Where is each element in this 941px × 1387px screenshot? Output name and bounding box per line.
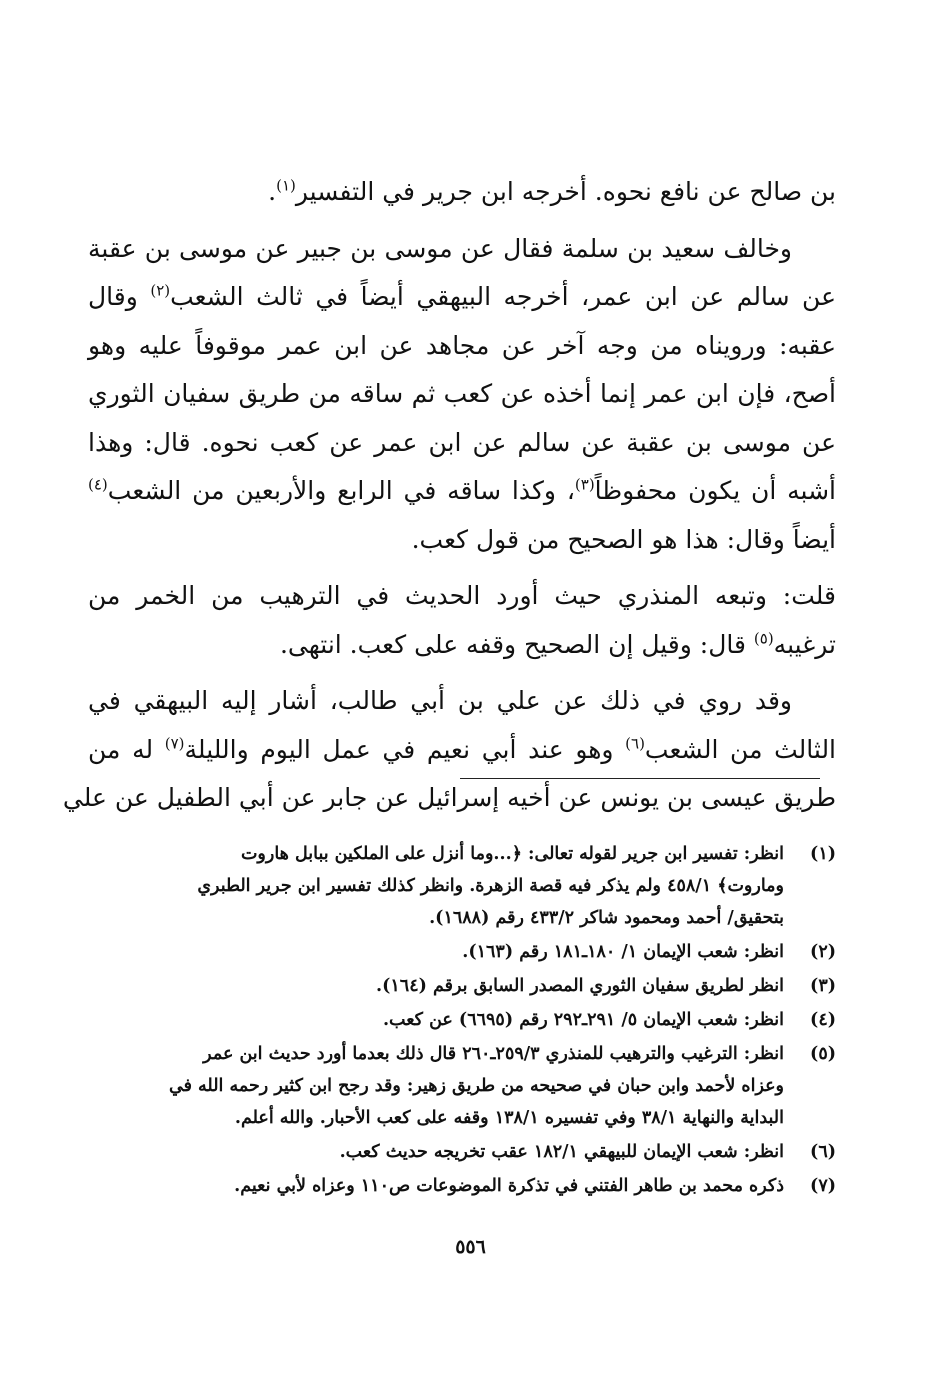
text-line: أشبه أن يكون محفوظاً$^{(٣)}$، وكذا ساقه في الرابع والأربعين من الشعب$^{(٤)}$ <box>88 475 836 505</box>
footnote-ref[interactable]: (٧) <box>164 734 185 753</box>
paragraph-2 <box>88 225 836 565</box>
paragraph-3 <box>88 572 836 669</box>
text-line: أيضاً وقال: هذا هو الصحيح من قول كعب. <box>411 524 836 554</box>
footnote-ref[interactable]: (٤) <box>88 475 108 494</box>
footnote-ref[interactable]: (٥) <box>753 629 774 648</box>
footnote-7 <box>88 1170 840 1202</box>
footnote-line: ذكره محمد بن طاهر الفتني في تذكرة الموضوعات ص١١٠ وعزاه لأبي نعيم. <box>234 1176 784 1196</box>
footnote-separator <box>460 778 820 779</box>
text-line: قلت: وتبعه المنذري حيث أورد الحديث في الترهيب من الخمر من <box>88 581 836 610</box>
footnote-line: انظر: الترغيب والترهيب للمنذري ٢٥٩/٣ـ٢٦٠ قال ذلك بعدما أورد حديث ابن عمر <box>203 1044 784 1064</box>
footnote-line: انظر: شعب الإيمان ٥/ ٢٩١ـ٢٩٢ رقم (٦٦٩٥) عن كعب. <box>382 1010 784 1030</box>
footnote-6 <box>88 1136 840 1168</box>
footnote-number: (٦) <box>810 1142 836 1162</box>
page-number: ٥٥٦ <box>455 1236 486 1258</box>
paragraph-4 <box>62 677 837 823</box>
footnote-5 <box>88 1038 840 1134</box>
footnote-line: البداية والنهاية ٣٨/١ وفي تفسيره ١٣٨/١ وقفه على كعب الأحبار. والله أعلم. <box>234 1108 784 1128</box>
footnote-line: انظر: تفسير ابن جرير لقوله تعالى: ﴿...وما أنزل على الملكين ببابل هاروت <box>240 844 784 864</box>
text-line: عقبه: ورويناه من وجه آخر عن مجاهد عن ابن عمر موقوفاً عليه وهو <box>88 330 836 360</box>
footnote-line: بتحقيق/ أحمد ومحمود شاكر ٤٣٣/٢ رقم (١٦٨٨). <box>429 908 784 928</box>
footnote-number: (٧) <box>810 1176 836 1196</box>
footnote-3 <box>88 970 840 1002</box>
footnote-line: وماروت﴾ ٤٥٨/١ ولم يذكر فيه قصة الزهرة. وانظر كذلك تفسير ابن جرير الطبري <box>197 876 784 896</box>
footnote-1 <box>88 838 840 934</box>
footnote-number: (٥) <box>810 1044 836 1064</box>
text-line: وقد روي في ذلك عن علي بن أبي طالب، أشار إليه البيهقي في <box>88 686 792 715</box>
footnote-2 <box>88 936 840 968</box>
footnote-4 <box>88 1004 840 1036</box>
footnote-number: (٤) <box>810 1010 836 1030</box>
footnote-ref[interactable]: (٦) <box>625 734 645 753</box>
footnote-number: (٣) <box>810 976 836 996</box>
text-line: وخالف سعيد بن سلمة فقال عن موسى بن جبير عن موسى بن عقبة <box>88 233 792 263</box>
footnote-line: انظر لطريق سفيان الثوري المصدر السابق برقم (١٦٤). <box>376 976 784 996</box>
footnote-ref[interactable]: (٣) <box>574 475 595 494</box>
text-line: عن سالم عن ابن عمر، أخرجه البيهقي أيضاً في ثالث الشعب$^{(٢)}$ وقال <box>88 281 836 311</box>
text-line: بن صالح عن نافع نحوه. أخرجه ابن جرير في التفسير$^{(١)}$. <box>268 176 836 206</box>
footnote-line: وعزاه لأحمد وابن حبان في صحيحه من طريق زهير: وقد رجح ابن كثير رحمه الله في <box>168 1076 784 1096</box>
text-line: الثالث من الشعب$^{(٦)}$ وهو عند أبي نعيم في عمل اليوم والليلة$^{(٧)}$ له من <box>88 734 837 764</box>
footnote-line: انظر: شعب الإيمان للبيهقي ١٨٢/١ عقب تخريجه حديث كعب. <box>339 1142 784 1162</box>
paragraph-1 <box>88 168 836 217</box>
text-line: طريق عيسى بن يونس عن أخيه إسرائيل عن جابر عن أبي الطفيل عن علي <box>62 783 836 812</box>
main-text <box>62 168 837 823</box>
footnote-ref[interactable]: (١) <box>276 176 296 195</box>
text-line: أصح، فإن ابن عمر إنما أخذه عن كعب ثم ساقه من طريق سفيان الثوري <box>88 379 836 408</box>
footnote-number: (١) <box>810 844 836 864</box>
text-line: ترغيبه$^{(٥)}$ قال: وقيل إن الصحيح وقفه على كعب. انتهى. <box>279 629 836 659</box>
footnote-ref[interactable]: (٢) <box>150 281 171 300</box>
text-line: عن موسى بن عقبة عن سالم عن ابن عمر عن كعب نحوه. قال: وهذا <box>88 427 836 457</box>
footnote-line: انظر: شعب الإيمان ١/ ١٨٠ـ١٨١ رقم (١٦٣). <box>462 942 784 962</box>
footnotes <box>88 838 840 1204</box>
footnote-number: (٢) <box>810 942 836 962</box>
